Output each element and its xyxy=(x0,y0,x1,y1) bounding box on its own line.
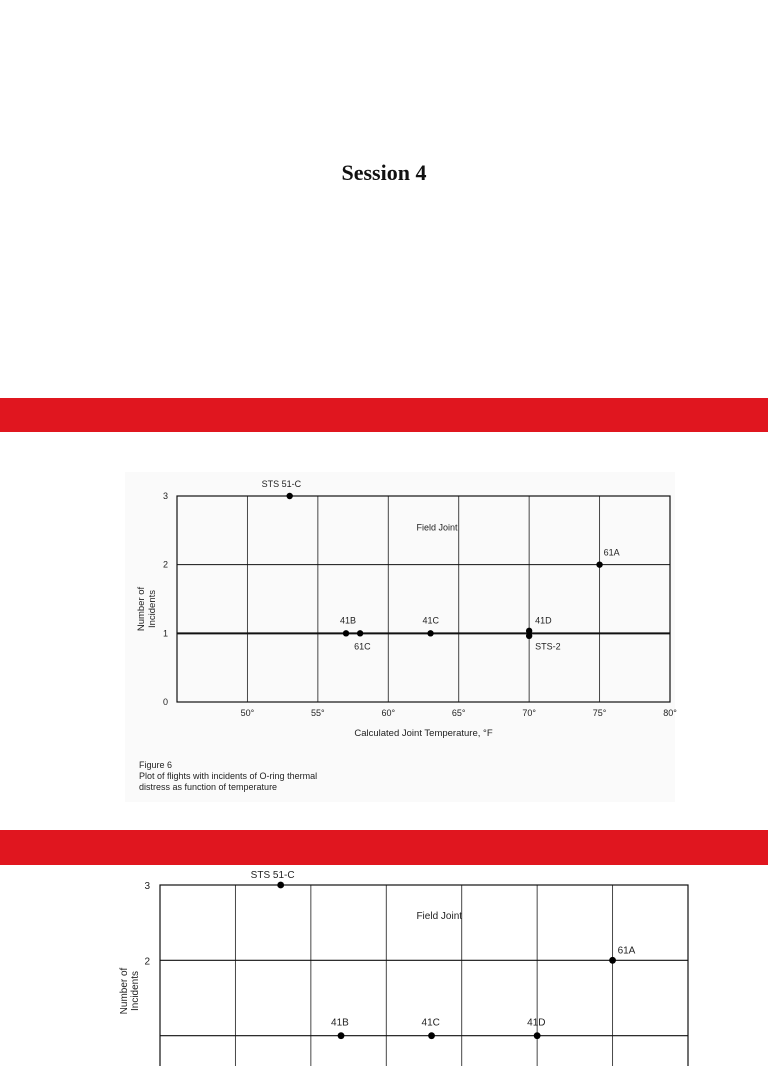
scatter-plot-cropped xyxy=(100,866,700,1066)
point-labels xyxy=(251,870,636,1029)
red-divider-band xyxy=(0,398,768,432)
field-joint-annotation: Field Joint xyxy=(416,910,463,922)
y-axis-label xyxy=(119,967,141,1014)
x-tick-label: 70° xyxy=(522,708,536,718)
y-axis-label xyxy=(136,586,158,631)
point-label: 41B xyxy=(340,615,357,626)
x-tick-label: 50° xyxy=(240,708,255,718)
data-point xyxy=(596,561,602,567)
y-tick-label: 2 xyxy=(162,559,168,570)
data-point xyxy=(526,633,532,639)
y-tick-label: 1 xyxy=(162,628,168,639)
y-tick-label: 0 xyxy=(162,697,168,707)
data-point xyxy=(277,882,284,889)
point-label: 41C xyxy=(421,1017,440,1029)
scatter-plot xyxy=(125,472,675,802)
point-label: STS 51-C xyxy=(261,479,302,489)
y-axis-label-line: Number of xyxy=(119,967,130,1015)
data-point xyxy=(343,630,349,636)
y-axis-label-line: Incidents xyxy=(147,589,158,629)
point-label: 61A xyxy=(617,945,636,957)
figure-caption xyxy=(139,760,317,793)
data-point xyxy=(534,1032,541,1039)
data-point xyxy=(357,630,363,636)
y-axis-label-line: Incidents xyxy=(130,970,141,1012)
page-title: Session 4 xyxy=(341,160,427,185)
figure-6-chart-repeat xyxy=(100,866,700,1029)
y-tick-label: 2 xyxy=(144,956,150,968)
field-joint-annotation: Field Joint xyxy=(416,522,458,533)
x-tick-label: 60° xyxy=(381,708,396,718)
y-tick-labels xyxy=(163,491,168,707)
red-divider-band xyxy=(0,830,768,865)
data-point xyxy=(338,1032,345,1039)
point-label: 41D xyxy=(527,1017,546,1029)
point-label: 61C xyxy=(354,641,371,652)
point-label: 41C xyxy=(422,615,440,626)
y-tick-labels xyxy=(144,881,150,967)
data-point xyxy=(427,630,433,636)
x-axis-label: Calculated Joint Temperature, °F xyxy=(354,728,493,739)
point-label: STS 51-C xyxy=(250,870,295,881)
data-point xyxy=(609,957,616,964)
point-label: 41D xyxy=(535,615,552,626)
y-tick-label: 3 xyxy=(144,881,150,892)
x-tick-label: 65° xyxy=(451,708,466,718)
data-point xyxy=(286,493,292,499)
x-tick-labels xyxy=(241,708,678,718)
point-label: STS-2 xyxy=(535,641,561,652)
figure-6-chart xyxy=(125,472,675,802)
point-label: 61A xyxy=(603,547,620,558)
point-label: 41B xyxy=(331,1017,349,1029)
caption-line-1: Plot of flights with incidents of O-ring thermal xyxy=(139,771,318,781)
data-point xyxy=(428,1032,435,1039)
y-axis-label-line: Number of xyxy=(136,586,147,632)
caption-line-2: distress as function of temperature xyxy=(139,782,278,792)
x-tick-label: 55° xyxy=(311,708,325,718)
x-tick-label: 75° xyxy=(592,708,607,718)
caption-figure-number: Figure 6 xyxy=(139,760,173,770)
x-tick-label: 80° xyxy=(663,708,677,718)
y-tick-label: 3 xyxy=(162,491,168,501)
data-points xyxy=(286,493,602,639)
